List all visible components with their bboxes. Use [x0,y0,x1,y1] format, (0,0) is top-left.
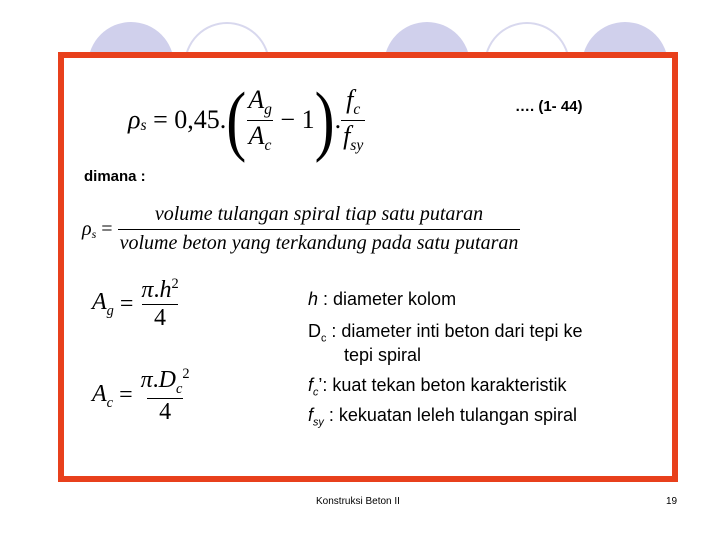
definition-dc-continuation: tepi spiral [344,345,422,365]
rho-s-definition: ρ $_s$ = $\frac{\text{volume tulangan spiral tiap satu putaran}}{\text{volume beton yang terkandung pada satu putaran}}$ [82,203,519,254]
definition-fc: $f_c$’: kuat tekan beton karakteristik [308,375,567,399]
rho-numerator: volume tulangan spiral tiap satu putaran [154,203,484,225]
ac-equation: $A_c$ = $\frac{\pi.D_c^2}{4}$ [92,366,190,425]
definition-dc: $D_c$ : diameter inti beton dari tepi ke [308,321,583,345]
definition-fsy: $f_{sy}$ : kekuatan leleh tulangan spiral [308,405,577,429]
footer-title: Konstruksi Beton II [316,496,400,507]
rho-s-equation: ρ $_s$ = 0,45. ( $\frac{A_g}{A_c}$ − 1 ) . $\frac{f_c}{f_{sy}}$ [128,77,364,163]
equation-number: …. (1- 44) [515,98,583,115]
rho-denominator: volume beton yang terkandung pada satu putaran [118,229,521,255]
page-number: 19 [666,496,678,507]
definition-h: h : diameter kolom [308,289,457,309]
dimana-label: dimana : [84,168,146,185]
ag-equation: $A_g$ = $\frac{\pi.h^2}{4}$ [92,276,179,331]
